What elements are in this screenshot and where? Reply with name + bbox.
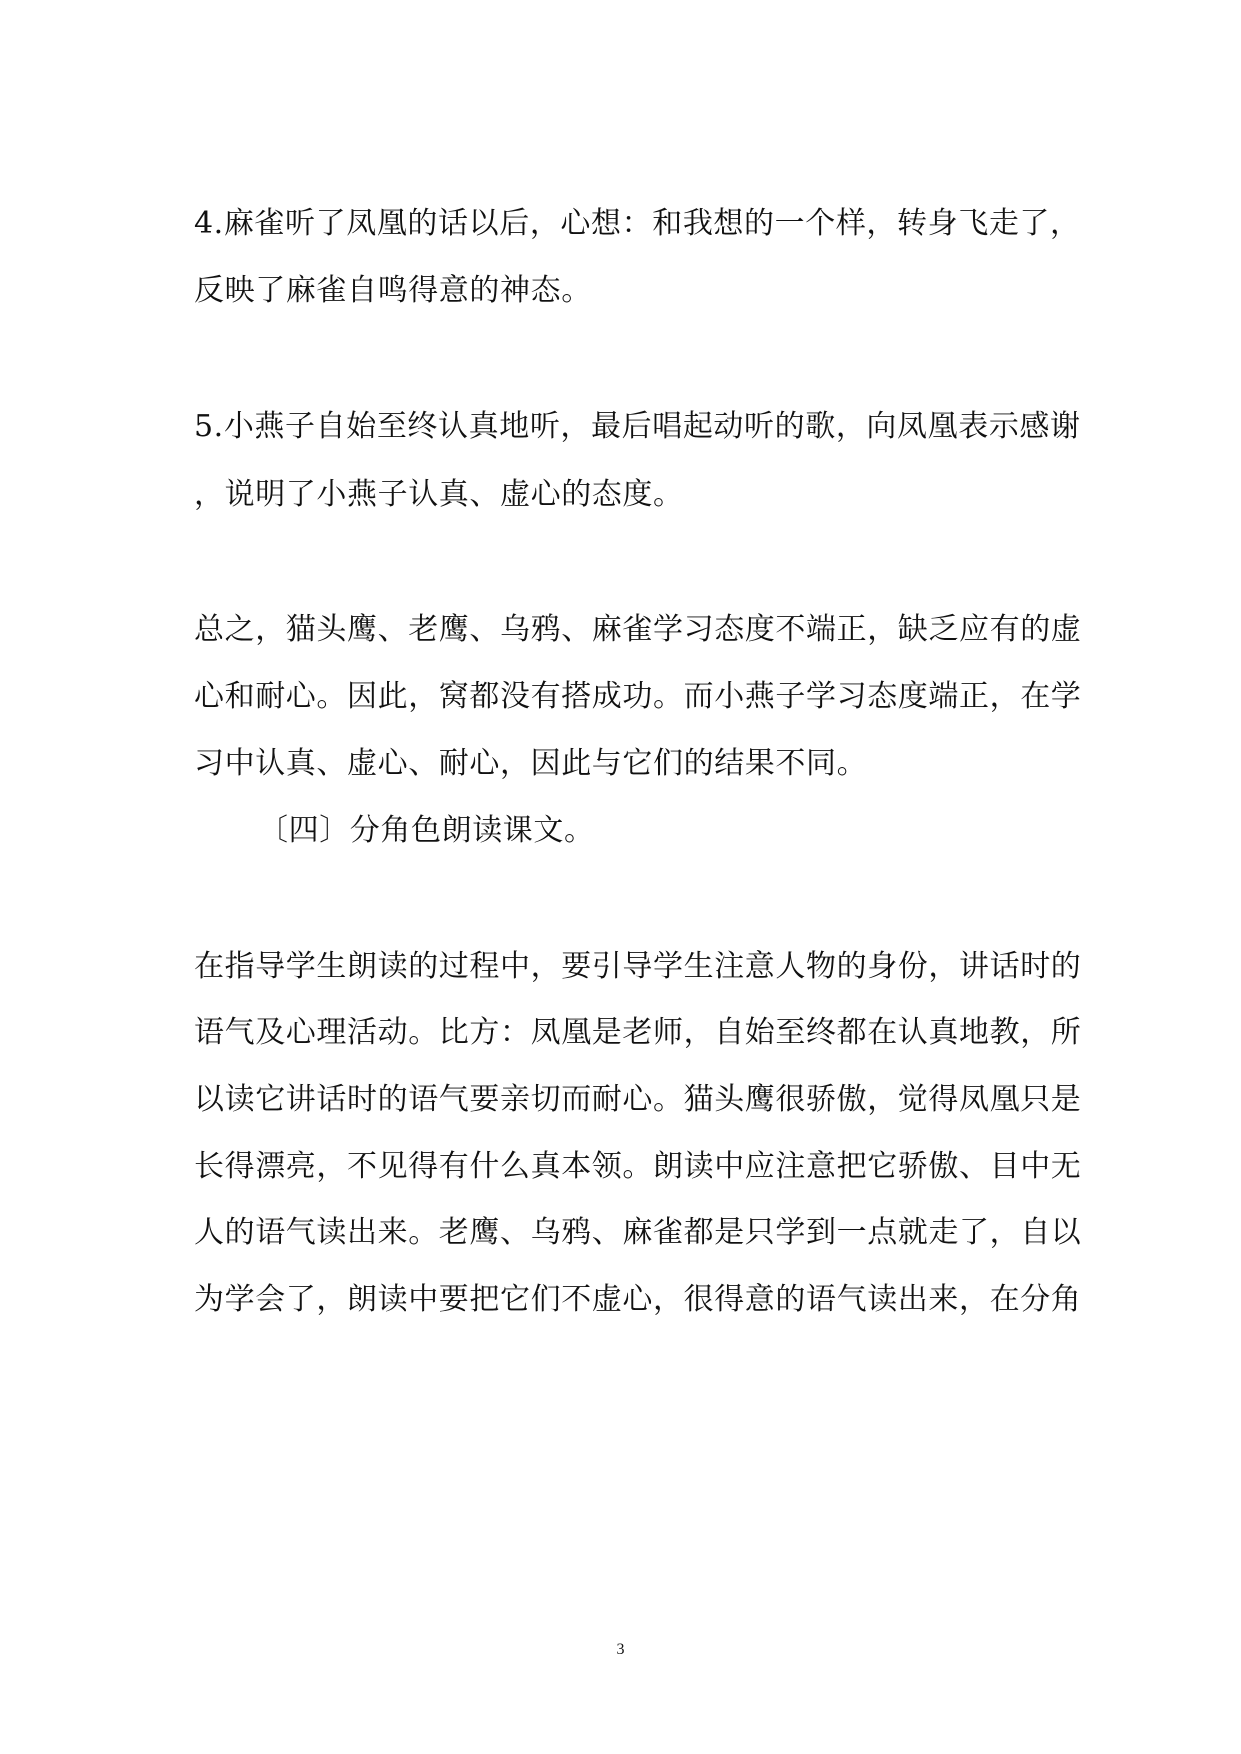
section-heading: 〔四〕分角色朗读课文。 [258,813,595,848]
paragraph-guidance-line-4: 长得漂亮，不见得有什么真本领。朗读中应注意把它骄傲、目中无 [194,1149,1082,1184]
paragraph-item-5-line-2: ，说明了小燕子认真、虚心的态度。 [194,477,684,512]
paragraph-guidance-line-5: 人的语气读出来。老鹰、乌鸦、麻雀都是只学到一点就走了，自以 [194,1215,1082,1250]
paragraph-summary-line-2: 心和耐心。因此，窝都没有搭成功。而小燕子学习态度端正，在学 [194,679,1082,714]
page-number: 3 [616,1641,625,1658]
paragraph-guidance-line-6: 为学会了，朗读中要把它们不虚心，很得意的语气读出来，在分角 [194,1282,1082,1317]
paragraph-summary-line-3: 习中认真、虚心、耐心，因此与它们的结果不同。 [194,746,868,781]
paragraph-summary-line-1: 总之，猫头鹰、老鹰、乌鸦、麻雀学习态度不端正，缺乏应有的虚 [194,612,1082,647]
paragraph-guidance-line-3: 以读它讲话时的语气要亲切而耐心。猫头鹰很骄傲，觉得凤凰只是 [194,1082,1082,1117]
paragraph-guidance-line-2: 语气及心理活动。比方：凤凰是老师，自始至终都在认真地教，所 [194,1015,1082,1050]
paragraph-guidance-line-1: 在指导学生朗读的过程中，要引导学生注意人物的身份，讲话时的 [194,949,1082,984]
paragraph-item-5-line-1: 5.小燕子自始至终认真地听，最后唱起动听的歌，向凤凰表示感谢 [194,409,1081,444]
paragraph-item-4-line-1: 4.麻雀听了凤凰的话以后，心想：和我想的一个样，转身飞走了， [194,206,1081,241]
paragraph-item-4-line-2: 反映了麻雀自鸣得意的神态。 [194,273,592,308]
